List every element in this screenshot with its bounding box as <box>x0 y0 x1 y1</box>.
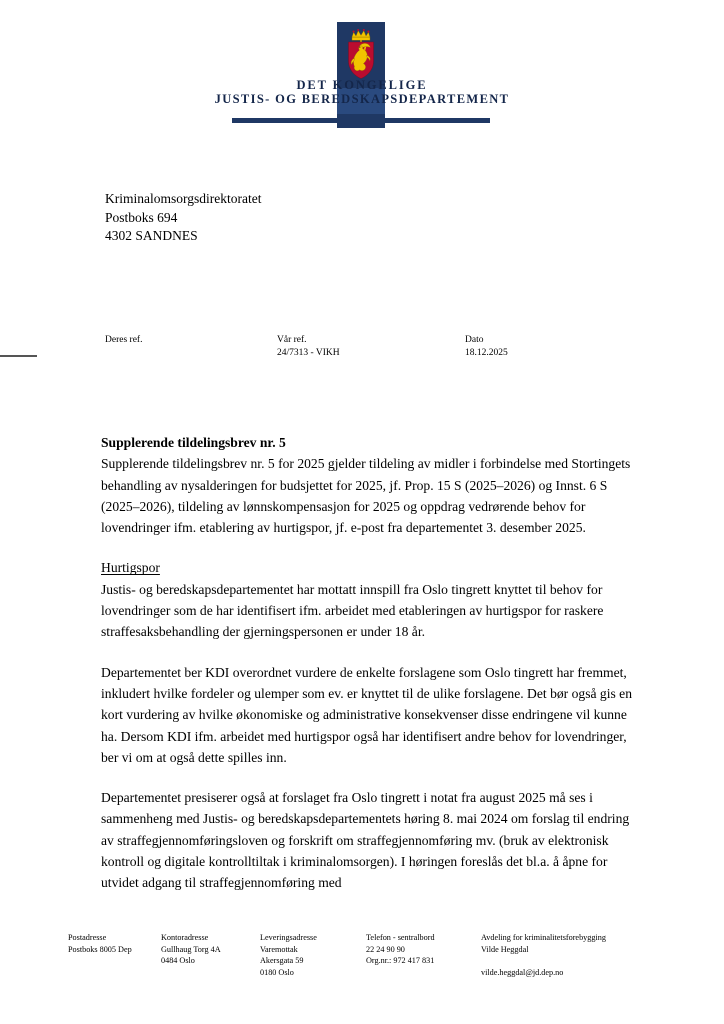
logo-line-department: JUSTIS- OG BEREDSKAPSDEPARTEMENT <box>214 92 510 106</box>
dato-value: 18.12.2025 <box>465 348 508 358</box>
footer-label-postadresse: Postadresse <box>68 933 107 942</box>
dato-column <box>465 334 508 360</box>
logo-rule-left <box>232 118 338 123</box>
footer-label-kontoradresse: Kontoradresse <box>161 933 209 942</box>
var-ref-value: 24/7313 - VIKH <box>277 348 340 358</box>
deres-ref-column <box>105 334 142 347</box>
recipient-address <box>105 190 261 246</box>
dato-label: Dato <box>465 335 484 345</box>
footer-orgnr: Org.nr.: 972 417 831 <box>366 956 435 966</box>
footer-column-telefon <box>366 932 435 967</box>
footer-leveringsadresse-line3: 0180 Oslo <box>260 967 294 977</box>
var-ref-column <box>277 334 340 360</box>
footer-telefon-number: 22 24 90 90 <box>366 944 405 954</box>
logo-line-kongelige: DET KONGELIGE <box>296 78 428 92</box>
var-ref-label: Vår ref. <box>277 335 307 345</box>
logo-banner-bottom <box>337 114 385 128</box>
footer-label-avdeling: Avdeling for kriminalitetsforebygging <box>481 933 606 942</box>
footer-contact-name: Vilde Heggdal <box>481 944 529 954</box>
deres-ref-label: Deres ref. <box>105 335 143 345</box>
footer-postadresse-line1: Postboks 8005 Dep <box>68 944 132 954</box>
footer-kontoradresse-line2: 0484 Oslo <box>161 956 195 966</box>
footer-column-postadresse <box>68 932 132 955</box>
logo-text <box>202 78 522 106</box>
fold-mark <box>0 355 37 357</box>
footer-leveringsadresse-line1: Varemottak <box>260 944 298 954</box>
footer-column-leveringsadresse <box>260 932 317 978</box>
footer-kontoradresse-line1: Gullhaug Torg 4A <box>161 944 221 954</box>
footer-label-leveringsadresse: Leveringsadresse <box>260 933 317 942</box>
paragraph-3: Departementet presiserer også at forslaget fra Oslo tingrett i notat fra august 2025 må ses i sammenheng med Justis- og beredskapsdepartementets høring 8. mai 2024 om forslag til endring av straffegjennomføringsloven og forskrift om straffegjennomføring mv. (bruk av elektronisk kontroll og digitale kontrolltiltak i kriminalomsorgen). I høringen foreslås det bl.a. å åpne for utvidet adgang til straffegjennomføring med <box>101 790 630 891</box>
logo-rule-right <box>384 118 490 123</box>
footer-column-avdeling <box>481 932 606 978</box>
norwegian-coat-of-arms-icon <box>345 28 377 80</box>
footer-leveringsadresse-line2: Akersgata 59 <box>260 956 304 966</box>
footer-contact-email[interactable]: vilde.heggdal@jd.dep.no <box>481 967 564 977</box>
intro-paragraph: Supplerende tildelingsbrev nr. 5 for 2025 gjelder tildeling av midler i forbindelse med Stortingets behandling av nysalderingen for budsjettet for 2025, jf. Prop. 15 S (2025–2026) og Innst. 6 S (2025–2026), tildeling av lønnskompensasjon for 2025 og oppdrag vedrørende behov for lovendringer ifm. etablering av hurtigspor, jf. e-post fra departementet 3. desember 2025. <box>101 456 631 536</box>
recipient-name: Kriminalomsorgsdirektoratet <box>105 191 262 206</box>
recipient-street: Postboks 694 <box>105 209 178 225</box>
footer-column-kontoradresse <box>161 932 221 967</box>
paragraph-2: Departementet ber KDI overordnet vurdere de enkelte forslagene som Oslo tingrett har fremmet, inkludert hvilke fordeler og ulemper som ev. er knyttet til de ulike forslagene. Det bør også gis en kort vurdering av hvilke økonomiske og administrative konsekvenser disse endringene vil kunne ha. Dersom KDI ifm. arbeidet med hurtigspor også har identifisert andre behov for lovendringer, ber vi om at også dette spilles inn. <box>101 664 633 765</box>
letterhead <box>0 22 724 132</box>
section-heading-hurtigspor: Hurtigspor <box>101 560 160 576</box>
letter-body <box>101 432 637 894</box>
paragraph-1: Justis- og beredskapsdepartementet har mottatt innspill fra Oslo tingrett knyttet til behov for lovendringer som de har identifisert ifm. arbeidet med etableringen av hurtigspor for raskere straffesaksbehandling der gjerningspersonen er under 18 år. <box>101 581 604 640</box>
document-title: Supplerende tildelingsbrev nr. 5 <box>101 435 286 450</box>
recipient-city: 4302 SANDNES <box>105 228 198 243</box>
footer-label-telefon: Telefon - sentralbord <box>366 933 435 942</box>
department-logo <box>202 22 522 130</box>
